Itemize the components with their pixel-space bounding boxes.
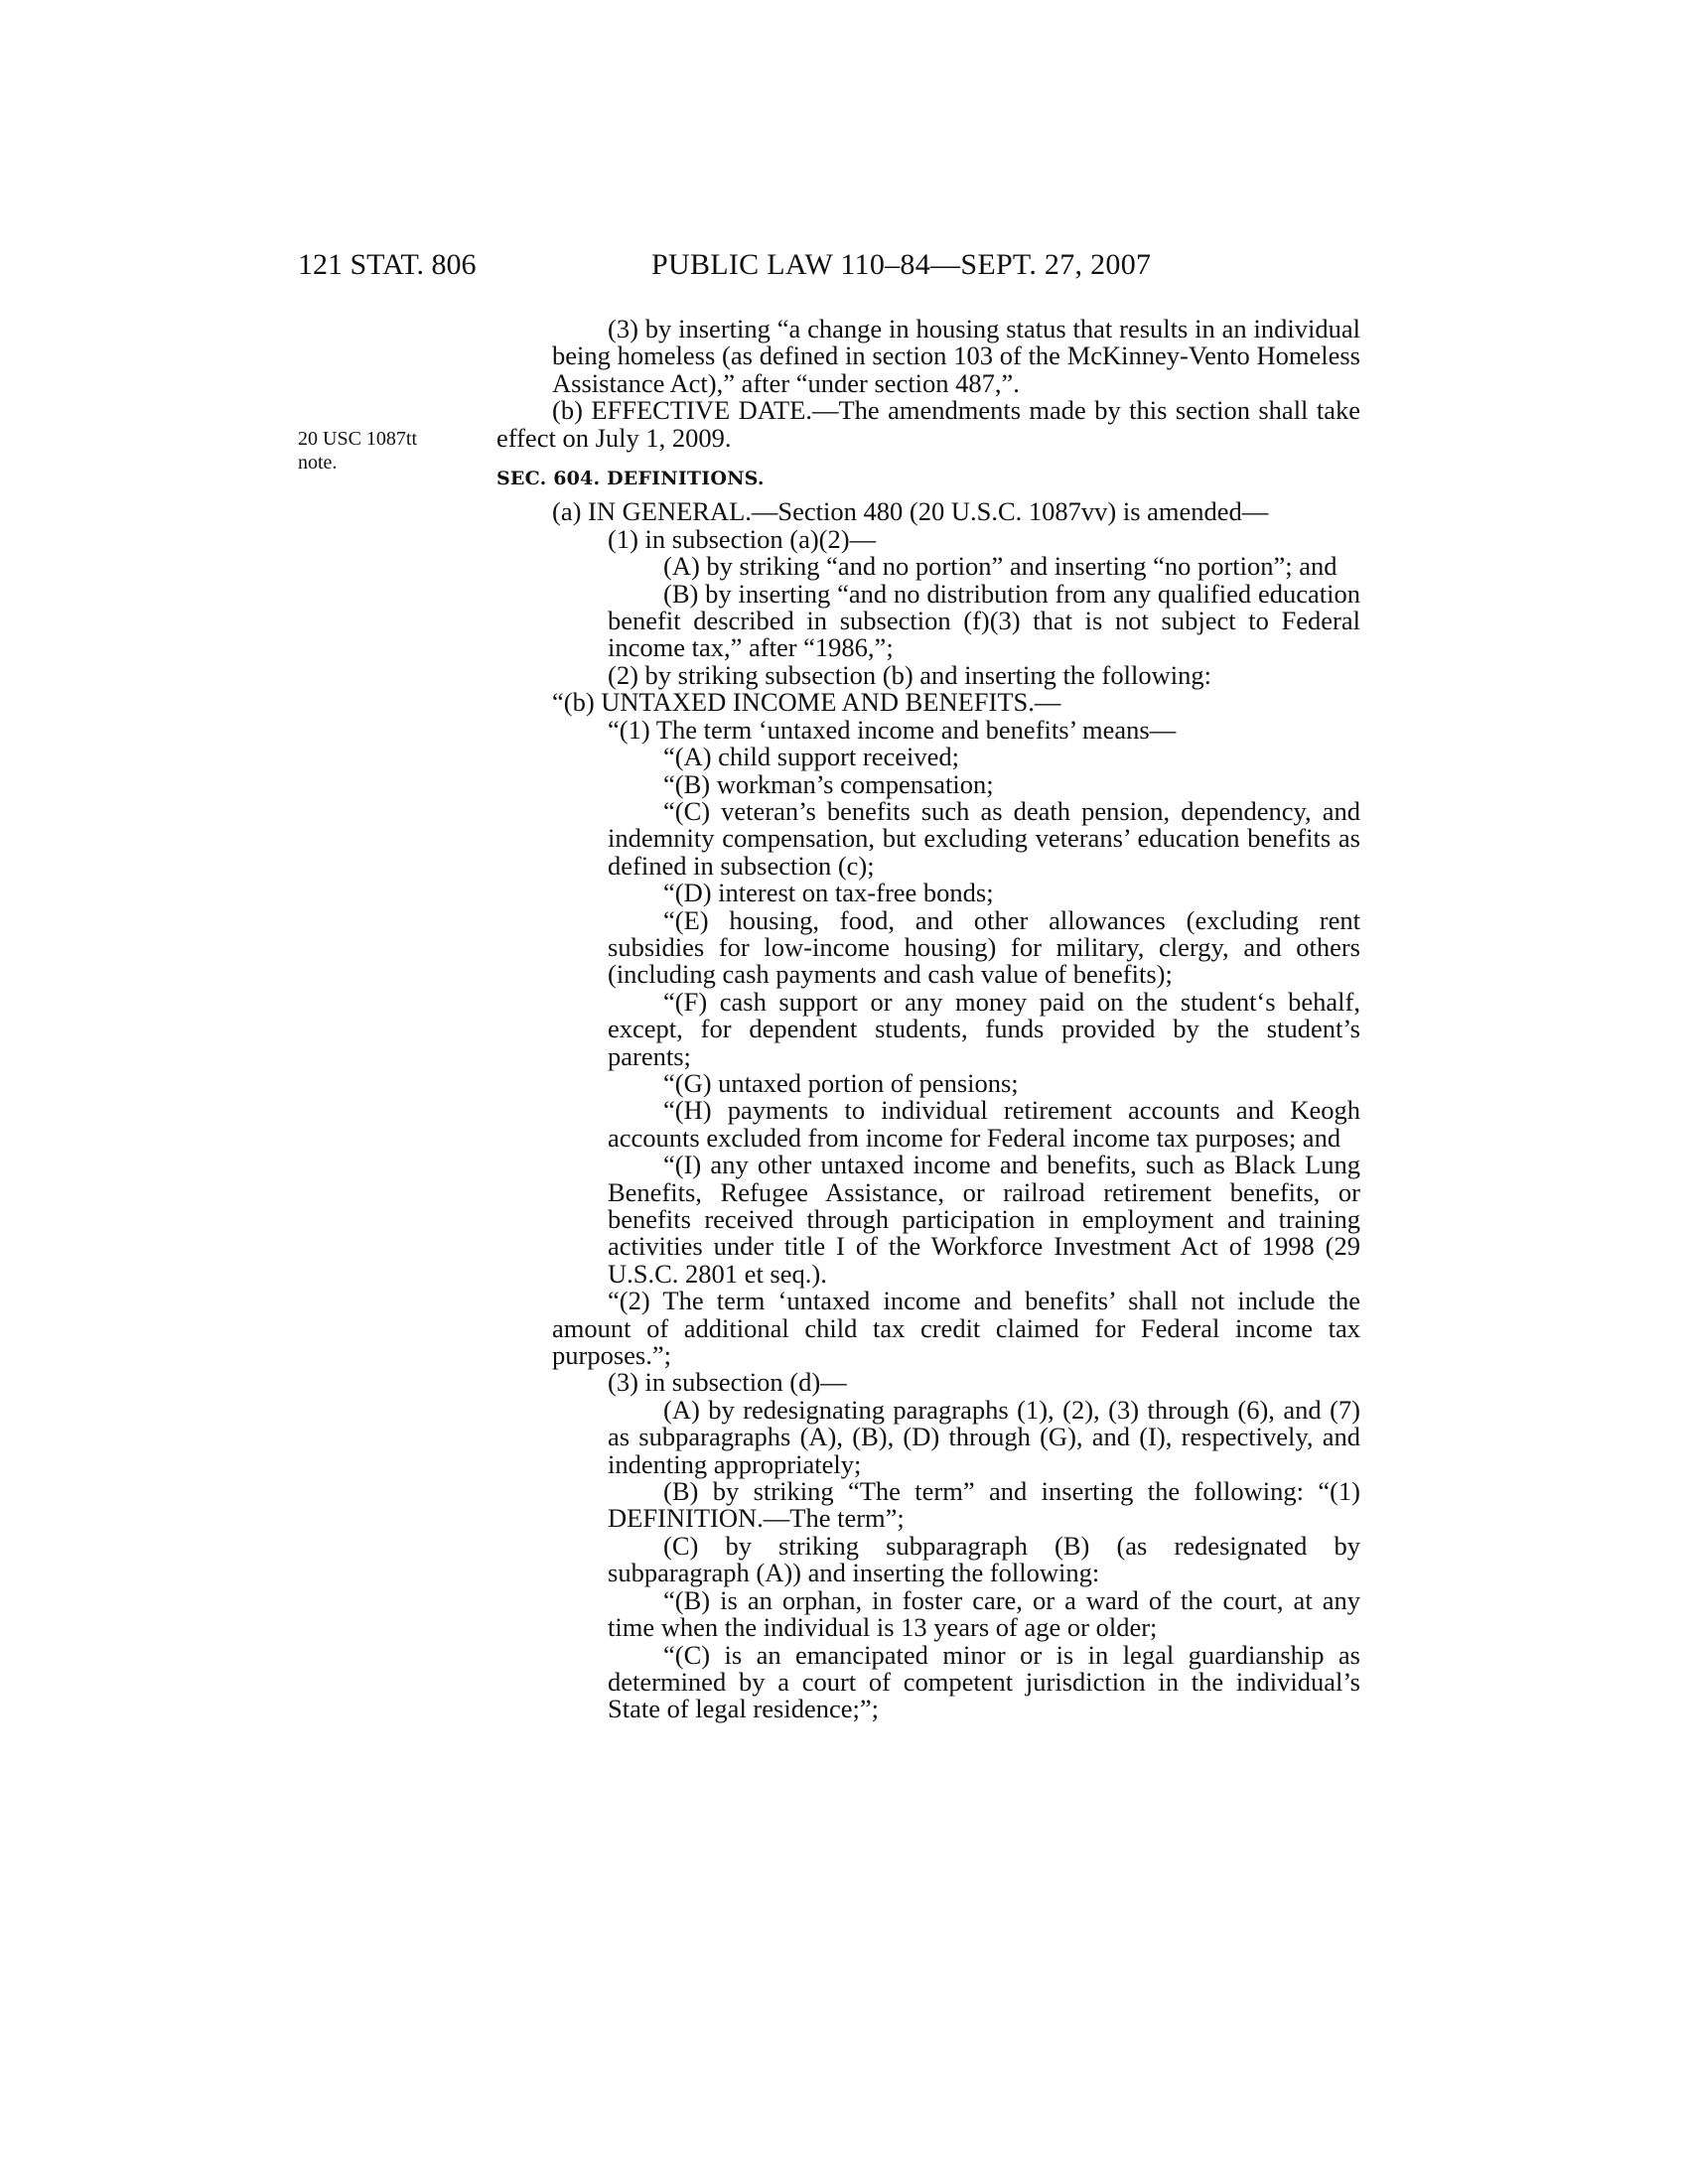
- list-item: “(D) interest on tax-free bonds;: [663, 878, 994, 908]
- paragraph: (B) by striking “The term” and inserting the following: “(1) DEFINITION.—The term”;: [608, 1476, 1360, 1534]
- list-item: “(C) is an emancipated minor or is in legal guardianship as determined by a court of competent jurisdiction in the individual’s State of legal residence;”;: [608, 1639, 1360, 1724]
- effective-date-paragraph: (b) EFFECTIVE DATE.—The amendments made by this section shall take effect on July 1, 2009.: [496, 395, 1360, 453]
- list-item: “(B) workman’s compensation;: [663, 768, 994, 799]
- paragraph: (A) by striking “and no portion” and inserting “no portion”; and: [663, 551, 1337, 582]
- statute-body: [496, 316, 1360, 1723]
- list-item: “(C) veteran’s benefits such as death pension, dependency, and indemnity compensation, but excluding veterans’ education benefits as defined in subsection (c);: [608, 795, 1360, 881]
- margin-note: [298, 427, 496, 475]
- list-item: “(I) any other untaxed income and benefits, such as Black Lung Benefits, Refugee Assistance, or railroad retirement benefits, or benefits received through participation in employment and training activities under title I of the Workforce Investment Act of 1998 (29 U.S.C. 2801 et seq.).: [608, 1150, 1360, 1289]
- paragraph: (2) by striking subsection (b) and inserting the following:: [608, 659, 1211, 690]
- list-item: “(F) cash support or any money paid on the student‘s behalf, except, for dependent students, funds provided by the student’s parents;: [608, 986, 1360, 1071]
- subsection-heading: “(b) UNTAXED INCOME AND BENEFITS.—: [552, 687, 1061, 718]
- paragraph: “(2) The term ‘untaxed income and benefits’ shall not include the amount of additional child tax credit claimed for Federal income tax purposes.”;: [552, 1286, 1360, 1371]
- section-heading: SEC. 604. DEFINITIONS.: [496, 468, 765, 490]
- paragraph: (3) by inserting “a change in housing status that results in an individual being homeless (as defined in section 103 of the McKinney-Vento Homeless Assistance Act),” after “under section 487,”.: [552, 314, 1360, 398]
- margin-note-label: note.: [298, 452, 338, 474]
- list-item: “(A) child support received;: [663, 742, 960, 772]
- paragraph: (A) by redesignating paragraphs (1), (2), (3) through (6), and (7) as subparagraphs (A), (B), (D) through (G), and (I), respectively, and indenting appropriately;: [608, 1394, 1360, 1479]
- public-law-citation: PUBLIC LAW 110–84—SEPT. 27, 2007: [651, 248, 1152, 281]
- stat-page-number: 121 STAT. 806: [298, 248, 477, 281]
- list-item: “(G) untaxed portion of pensions;: [663, 1067, 1019, 1098]
- paragraph: (1) in subsection (a)(2)—: [608, 523, 877, 554]
- list-item: “(E) housing, food, and other allowances (excluding rent subsidies for low-income housing) for military, clergy, and others (including cash payments and cash value of benefits);: [608, 904, 1360, 990]
- list-item: “(H) payments to individual retirement accounts and Keogh accounts excluded from income for Federal income tax purposes; and: [608, 1095, 1360, 1153]
- paragraph: (a) IN GENERAL.—Section 480 (20 U.S.C. 1087vv) is amended—: [552, 496, 1269, 527]
- list-item: “(B) is an orphan, in foster care, or a ward of the court, at any time when the individual is 13 years of age or older;: [608, 1584, 1360, 1643]
- page-header: [0, 248, 1688, 298]
- margin-note-citation: 20 USC 1087tt: [298, 428, 418, 450]
- paragraph: (3) in subsection (d)—: [608, 1367, 847, 1398]
- paragraph: (B) by inserting “and no distribution from any qualified education benefit described in subsection (f)(3) that is not subject to Federal income tax,” after “1986,”;: [608, 578, 1360, 663]
- paragraph: (C) by striking subparagraph (B) (as redesignated by subparagraph (A)) and inserting the following:: [608, 1530, 1360, 1588]
- paragraph: “(1) The term ‘untaxed income and benefits’ means—: [608, 714, 1177, 745]
